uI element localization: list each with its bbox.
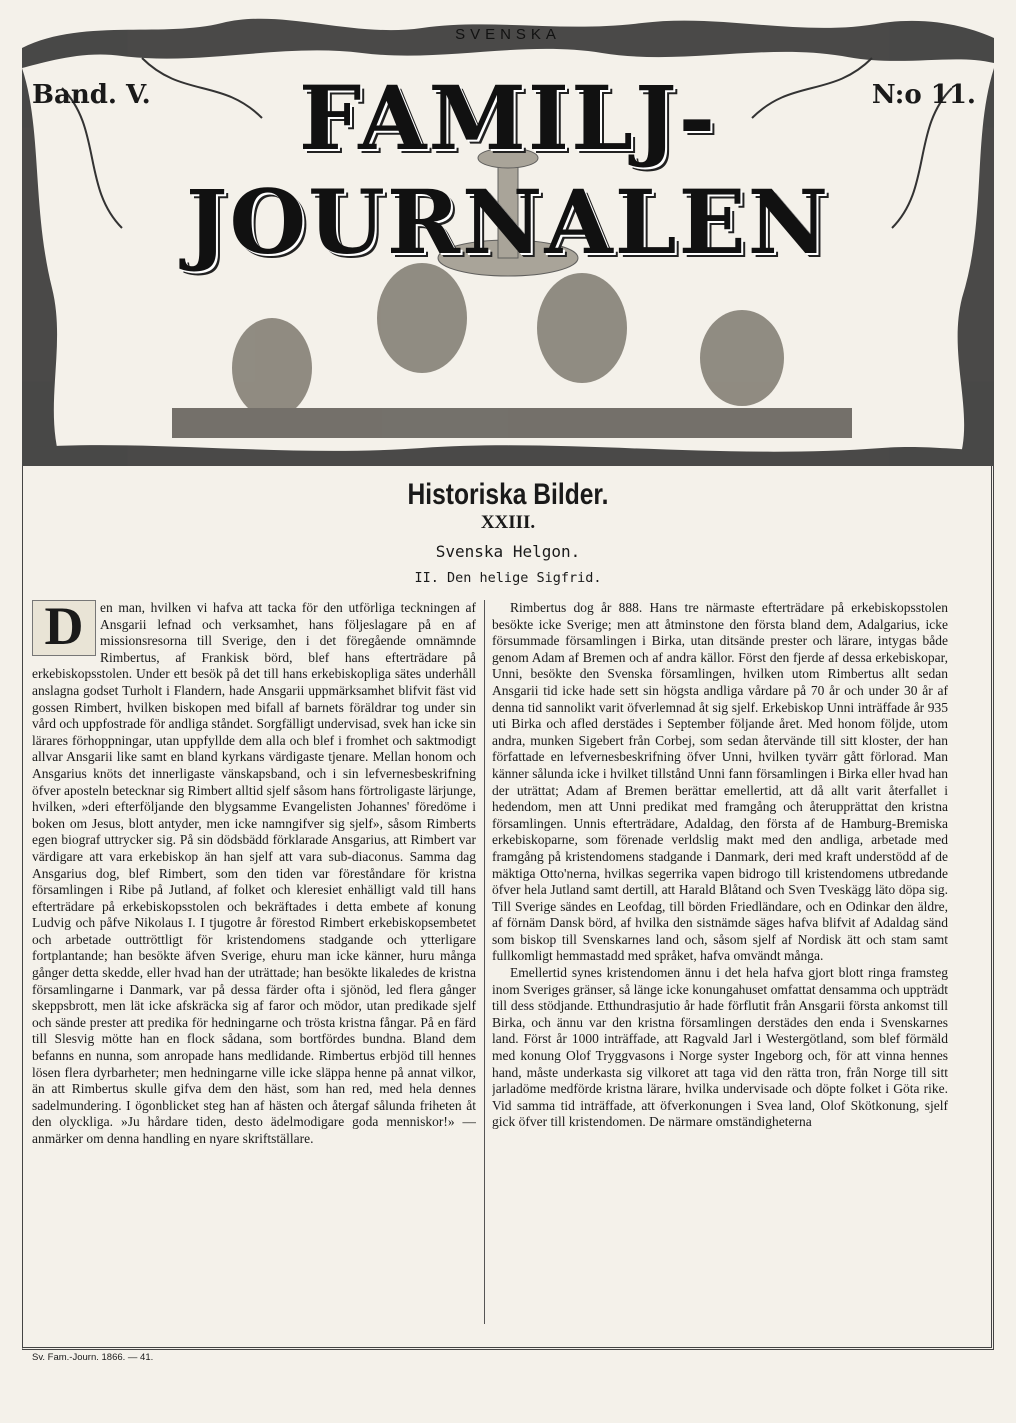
masthead-svenska: SVENSKA [455, 26, 561, 43]
paragraph: Emellertid synes kristendomen ännu i det hela hafva gjort blott ringa framsteg inom Sveriges gränser, så länge icke konungahuset omfattat densamma och uppträdt till dess stödjande. Etthundrasjutio år hade förflutit från Ansgarii första ankomst till Birka, och ännu var den kristna församlingen derstädes den enda i Svenskarnes land. Först år 1000 inträffade, att Ragvald Jarl i Westergötland, som blef förmäld med konung Olof Tryggvasons i Norge syster Ingeborg och, för att vinna hennes hand, måste underkasta sig vilkoret att taga vid den rätta tron, från Norge till sitt jarladöme medförde kristna lärare, hvilka undervisade och döpte folket i Göta rike. Vid samma tid inträffade, att öfverkonungen i Svea land, Olof Skötkonung, sjelf gick öfver till kristendomen. De närmare omständigheterna [492, 965, 948, 1130]
drop-cap: D [32, 600, 96, 656]
left-column [32, 600, 476, 1330]
masthead-band: Band. V. [32, 80, 151, 110]
column-divider [484, 600, 485, 1324]
article-number: XXIII. [480, 512, 536, 533]
article-subtitle: Svenska Helgon. [435, 542, 581, 561]
article-part: II. Den helige Sigfrid. [414, 570, 602, 586]
masthead-issue-number: N:o 11. [871, 80, 976, 110]
masthead [22, 8, 994, 466]
right-column [492, 600, 948, 1330]
paragraph: en man, hvilken vi hafva att tacka för den utförliga teckningen af Ansgarii lefnad och verksamhet, hans följeslagare på en af missionsresorna till Sverige, den i det föregående omnämnde Rimbertus, af Frankisk börd, blef hans efterträdare på erkebiskopsstolen. Under ett besök på det till hans erkebiskopliga sätes underhåll anslagna godset Turholt i Flandern, hade Ansgarii uppmärksamhet blifvit fäst vid gossen Rimbert, hvilken biskopen med bifall af barnets föräldrar tog under sin vård och uppfostrade för andliga ståndet. Sorgfälligt undervisad, svek han icke sin lärares förhoppningar, utan uppfyllde dem alla och blef i fromhet och saktmodigt allvar Ansgarii like samt en bland kyrkans värdigaste tjenare. Mellan honom och Ansgarius knöts det innerligaste vänskapsband, och i sin lefvernesbeskrifning öfver aposteln betecknar sig Rimbert alltid sjelf såsom hans förtroligaste lärjunge, hvilken, »deri efterföljande den blygsamme Evangelisten Johannes' föredöme i boken om Jesus, blott antyder, men icke namngifver sig sjelf», såsom Rimberts egen biograf uttrycker sig. På sin dödsbädd förklarade Ansgarius, att Rimbert var värdigare att vara erkebiskop än han sjelf att vara sub-diaconus. Samma dag Ansgarius dog, blef Rimbert, som den tiden var föreståndare för kristna församlingen i Ribe på Jutland, af folket och kleresiet enhälligt vald till hans efterträdare på erkebiskopsstolen och bekräftades i detta embete af konung Ludvig och påfve Nikolaus I. I tjugotre år förestod Rimbert erkebiskopsembetet och arbetade outtröttligt för kristendomens stadgande och ytterligare fortplantande; han besökte äfven Sverige, ehuru man icke känner, huru många gånger detta skedde, eller hvad han der uträttade; han besökte likaledes de kristna församlingarne i Danmark, var på dessa färder ofta i sjönöd, led flera gånger skeppsbrott, men lät icke afskräcka sig af faror och mödor, utan predikade sjelf och sände prester att predika för hedningarne och trösta kristna fångar. På en färd till Slesvig mötte han en flock sådana, som bortfördes bundna. Bland dem befanns en nunna, som anropade hans medlidande. Rimbertus erbjöd till hennes lösen flera dyrbarheter; men hedningarne ville icke släppa henne på annat vilkor, än att Rimbertus skulle gifva dem den häst, som han red, med hela dennes sadelmundering. I ögonblicket steg han af hästen och återgaf sålunda friheten åt den olyckliga. »Ju hårdare tiden, desto ädelmodigare goda menniskor!» — anmärker om denna handling en nyare skriftställare. [32, 600, 476, 1146]
article-title: Historiska Bilder. [407, 478, 609, 511]
masthead-title: FAMILJ-JOURNALEN [185, 66, 831, 274]
paragraph: Rimbertus dog år 888. Hans tre närmaste efterträdare på erkebiskopsstolen besökte icke Sverige; men att åtminstone den första bland dem, Adalgarius, icke försummade församlingen i Birka, utan ditsände prester och lärare, intygas både genom Adam af Bremen och af andra källor. Först den fjerde af dessa erkebiskopar, Unni, besökte den Svenska församlingen, hvilken utom Rimbertus allt sedan Ansgarii tid icke hade sett sin högsta andliga vårdare på 70 år och under 30 år af denna tid sannolikt varit öfverlemnad åt sig sjelf. Erkebiskop Unni inträffade år 935 uti Birka och afled derstädes i September följande året. Med honom följde, utom andra, munken Sigebert från Corbej, som sedan återvände till sitt kloster, der han författade en lefvernesbeskrifning öfver Unni, hvilken tyvärr gått förlorad. Man känner sålunda icke i hvilket tillstånd Unni fann församlingen i Birka eller hvad han der uträttat; Adam af Bremen berättar emellertid, att då allt varit återfallet i hedendom, men att Unni predikat med framgång och återupprättat den kristna församlingen. Unnis efterträdare, Adaldag, den första af de Hamburg-Bremiska erkebiskoparne, som förenade verldslig makt med den andliga, arbetade med framgång på kristendomens stadgande i Danmark, deri med kraft understödd af de mäktiga Otto'nerna, hvilkas segerrika vapen bidrogo till kristendomens utbredande öfver hela Jutland samt dertill, att Harald Blåtand och Sven Tveskägg läto döpa sig. Till Sverige sändes en Leofdag, till börden Friedländare, och en Odinkar den äldre, af förnäm Dansk börd, af hvilka den sistnämde säges hafva blifvit af Adaldag sänd som biskop till Svenskarnes land och, såsom sjelf af Nordisk ätt och stam samt fullkomligt hemmastadd med språket, hafva omvändt många. [492, 600, 948, 964]
page-footer: Sv. Fam.-Journ. 1866. — 41. [32, 1352, 154, 1363]
